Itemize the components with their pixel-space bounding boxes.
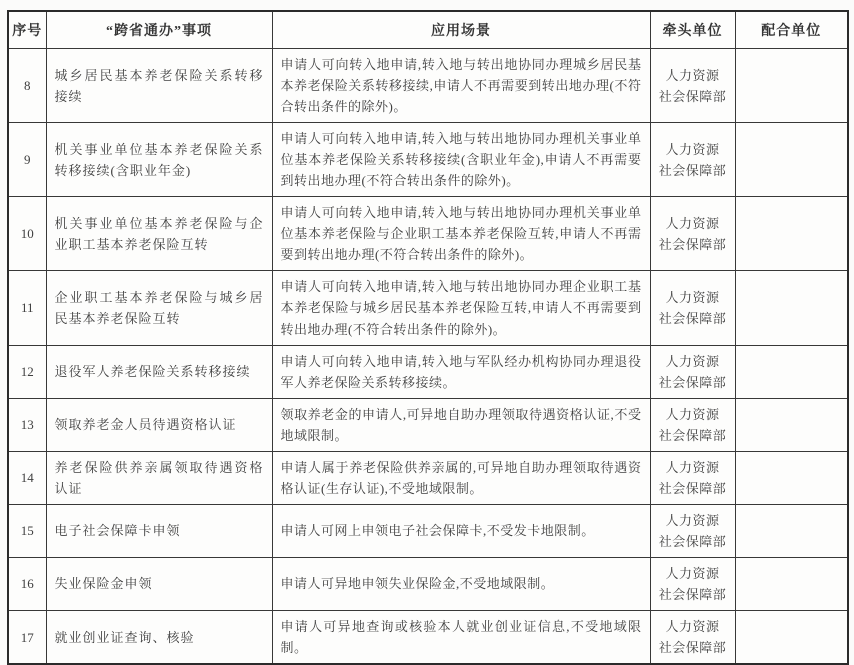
cell-lead-unit: 人力资源 社会保障部 [650,197,735,271]
table-row [8,451,848,504]
cell-serial-number: 14 [8,451,46,504]
cell-support-unit [735,504,848,557]
table-row [8,123,848,197]
cell-support-unit [735,197,848,271]
cell-application-scenario: 申请人可向转入地申请,转入地与转出地协同办理企业职工基本养老保险与城乡居民基本养老保险互转,申请人不再需要到转出地办理(不符合转出条件的除外)。 [272,271,650,345]
cell-service-item: 电子社会保障卡申领 [46,504,272,557]
cell-service-item: 领取养老金人员待遇资格认证 [46,398,272,451]
column-header-support-unit: 配合单位 [735,11,848,49]
cell-serial-number: 8 [8,49,46,123]
cell-lead-unit: 人力资源 社会保障部 [650,611,735,665]
cell-application-scenario: 申请人可向转入地申请,转入地与转出地协同办理城乡居民基本养老保险关系转移接续,申请人不再需要到转出地办理(不符合转出条件的除外)。 [272,49,650,123]
cell-serial-number: 13 [8,398,46,451]
table-row [8,611,848,665]
cell-service-item: 退役军人养老保险关系转移接续 [46,345,272,398]
cell-application-scenario: 申请人可向转入地申请,转入地与转出地协同办理机关事业单位基本养老保险与企业职工基本养老保险互转,申请人不再需要到转出地办理(不符合转出条件的除外)。 [272,197,650,271]
table-body [8,49,848,665]
cell-support-unit [735,557,848,610]
cell-support-unit [735,345,848,398]
cell-service-item: 城乡居民基本养老保险关系转移接续 [46,49,272,123]
header-row [8,11,848,49]
cell-service-item: 机关事业单位基本养老保险关系转移接续(含职业年金) [46,123,272,197]
cell-lead-unit: 人力资源 社会保障部 [650,398,735,451]
cell-service-item: 企业职工基本养老保险与城乡居民基本养老保险互转 [46,271,272,345]
cell-support-unit [735,49,848,123]
cell-service-item: 就业创业证查询、核验 [46,611,272,665]
cell-lead-unit: 人力资源 社会保障部 [650,557,735,610]
cell-serial-number: 17 [8,611,46,665]
cell-service-item: 失业保险金申领 [46,557,272,610]
cell-application-scenario: 申请人可异地申领失业保险金,不受地域限制。 [272,557,650,610]
cell-support-unit [735,611,848,665]
cell-service-item: 养老保险供养亲属领取待遇资格认证 [46,451,272,504]
cell-service-item: 机关事业单位基本养老保险与企业职工基本养老保险互转 [46,197,272,271]
cell-support-unit [735,123,848,197]
cell-lead-unit: 人力资源 社会保障部 [650,345,735,398]
cell-serial-number: 11 [8,271,46,345]
cell-serial-number: 10 [8,197,46,271]
column-header-lead-unit: 牵头单位 [650,11,735,49]
table-row [8,49,848,123]
cell-application-scenario: 领取养老金的申请人,可异地自助办理领取待遇资格认证,不受地域限制。 [272,398,650,451]
column-header-item: “跨省通办”事项 [46,11,272,49]
cell-application-scenario: 申请人属于养老保险供养亲属的,可异地自助办理领取待遇资格认证(生存认证),不受地域限制。 [272,451,650,504]
table-row [8,504,848,557]
cross-province-services-table [7,10,849,665]
cell-lead-unit: 人力资源 社会保障部 [650,504,735,557]
cell-lead-unit: 人力资源 社会保障部 [650,271,735,345]
table-row [8,345,848,398]
table-row [8,398,848,451]
cell-serial-number: 9 [8,123,46,197]
cell-application-scenario: 申请人可向转入地申请,转入地与转出地协同办理机关事业单位基本养老保险关系转移接续(含职业年金),申请人不再需要到转出地办理(不符合转出条件的除外)。 [272,123,650,197]
table-row [8,557,848,610]
cell-support-unit [735,451,848,504]
cell-lead-unit: 人力资源 社会保障部 [650,123,735,197]
cell-serial-number: 16 [8,557,46,610]
cell-support-unit [735,271,848,345]
cell-lead-unit: 人力资源 社会保障部 [650,451,735,504]
cell-application-scenario: 申请人可向转入地申请,转入地与军队经办机构协同办理退役军人养老保险关系转移接续。 [272,345,650,398]
cell-application-scenario: 申请人可异地查询或核验本人就业创业证信息,不受地域限制。 [272,611,650,665]
cell-lead-unit: 人力资源 社会保障部 [650,49,735,123]
table-row [8,271,848,345]
cell-serial-number: 15 [8,504,46,557]
table-row [8,197,848,271]
cell-application-scenario: 申请人可网上申领电子社会保障卡,不受发卡地限制。 [272,504,650,557]
column-header-no: 序号 [8,11,46,49]
cell-serial-number: 12 [8,345,46,398]
column-header-scenario: 应用场景 [272,11,650,49]
cell-support-unit [735,398,848,451]
